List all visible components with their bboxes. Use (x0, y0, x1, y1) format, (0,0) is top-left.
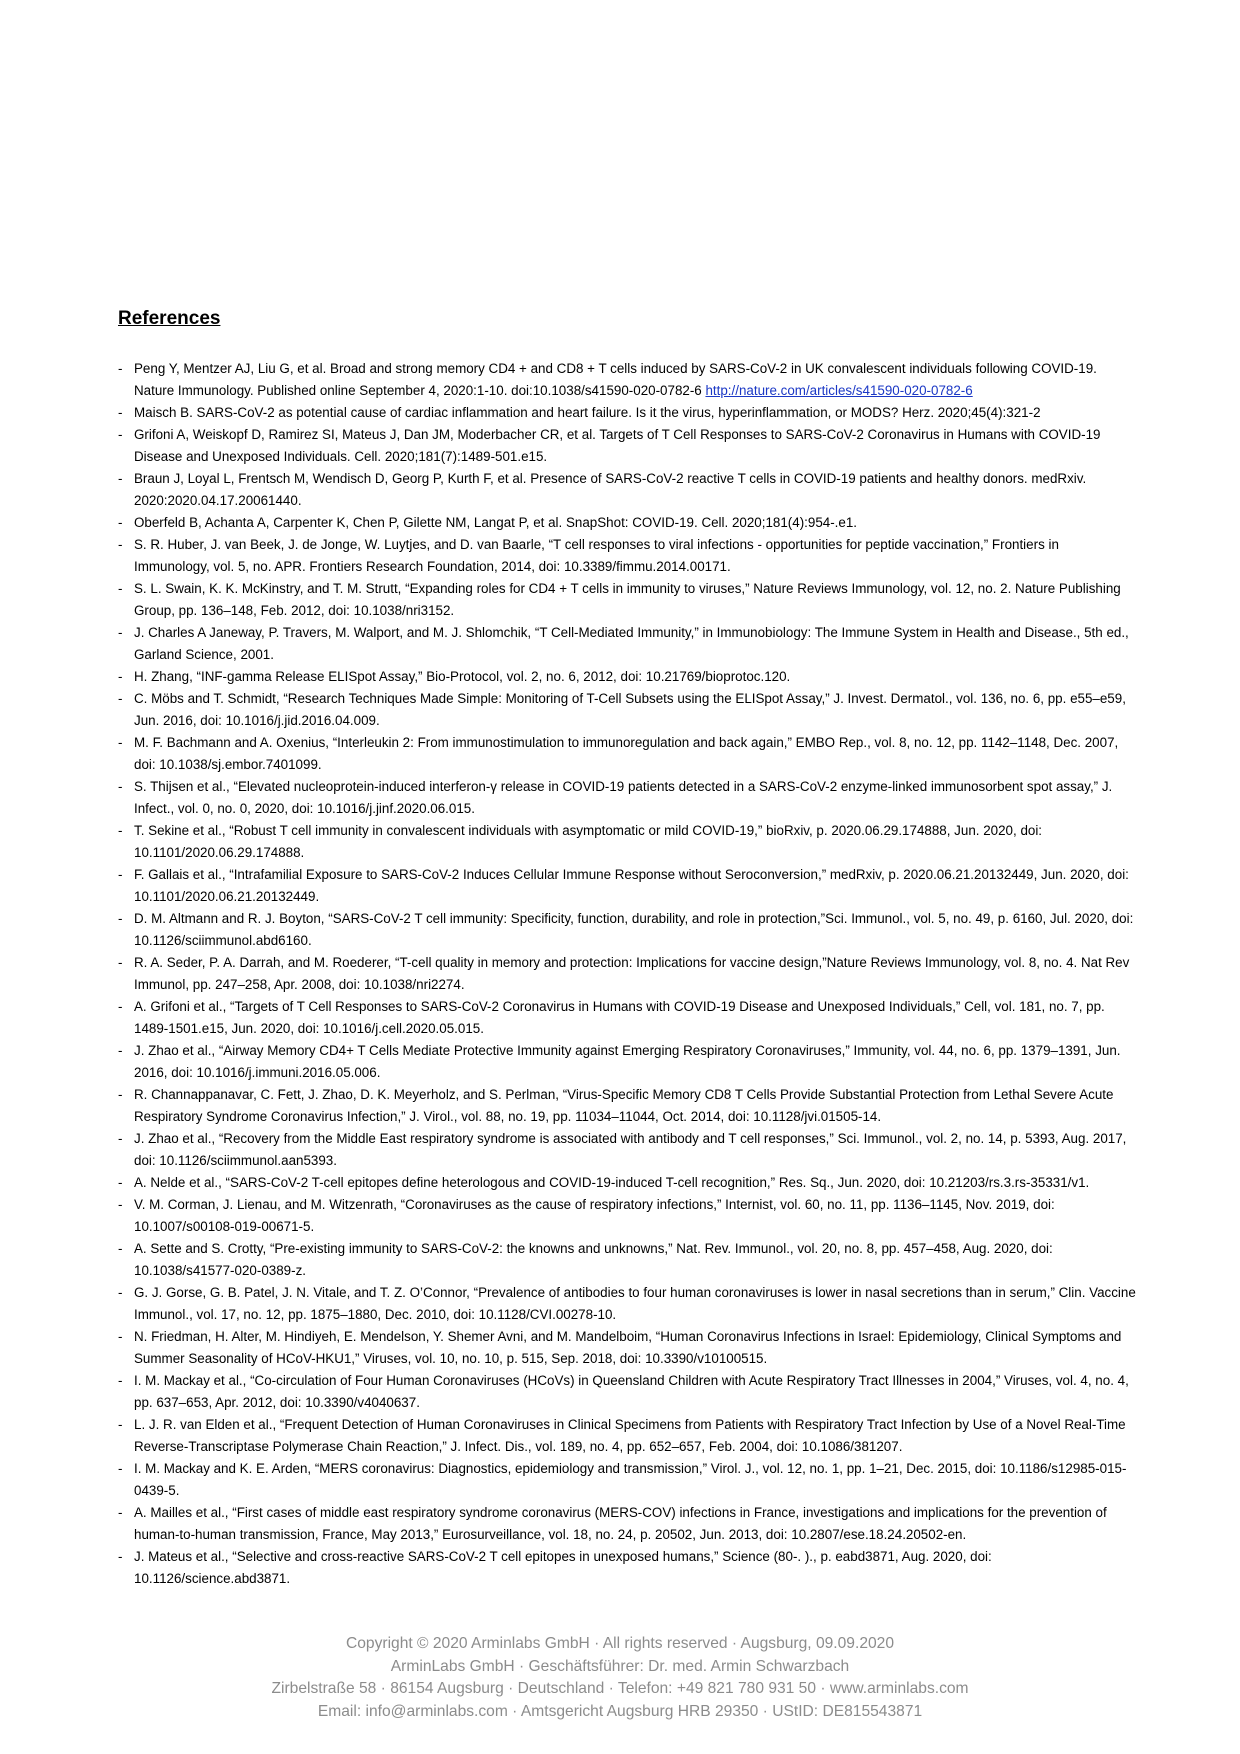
reference-text: S. R. Huber, J. van Beek, J. de Jonge, W. Luytjes, and D. van Baarle, “T cell responses to viral infections - opportunities for peptide vaccination,” Frontiers in Immunology, vol. 5, no. APR. Frontiers Research Foundation, 2014, doi: 10.3389/fimmu.2014.00171. (134, 537, 1059, 574)
reference-text: Grifoni A, Weiskopf D, Ramirez SI, Mateus J, Dan JM, Moderbacher CR, et al. Targets of T Cell Responses to SARS-CoV-2 Coronavirus in Humans with COVID-19 Disease and Unexposed Individuals. Cell. 2020;181(7):1489-501.e15. (134, 427, 1101, 464)
reference-text: R. Channappanavar, C. Fett, J. Zhao, D. K. Meyerholz, and S. Perlman, “Virus-Specific Memory CD8 T Cells Provide Substantial Protection from Lethal Severe Acute Respiratory Syndrome Coronavirus Infection,” J. Virol., vol. 88, no. 19, pp. 11034–11044, Oct. 2014, doi: 10.1128/jvi.01505-14. (134, 1087, 1114, 1124)
reference-text: S. L. Swain, K. K. McKinstry, and T. M. Strutt, “Expanding roles for CD4 + T cells in immunity to viruses,” Nature Reviews Immunology, vol. 12, no. 2. Nature Publishing Group, pp. 136–148, Feb. 2012, doi: 10.1038/nri3152. (134, 581, 1121, 618)
reference-item (118, 1414, 1138, 1458)
footer-address: Zirbelstraße 58 · 86154 Augsburg · Deutschland · Telefon: +49 821 780 931 50 · www.arminlabs.com (271, 1680, 969, 1697)
reference-text: D. M. Altmann and R. J. Boyton, “SARS-CoV-2 T cell immunity: Specificity, function, durability, and role in protection,”Sci. Immunol., vol. 5, no. 49, p. 6160, Jul. 2020, doi: 10.1126/sciimmunol.abd6160. (134, 911, 1134, 948)
reference-list (118, 358, 1138, 1590)
reference-text: A. Nelde et al., “SARS-CoV-2 T-cell epitopes define heterologous and COVID-19-induced T-cell recognition,” Res. Sq., Jun. 2020, doi: 10.21203/rs.3.rs-35331/v1. (134, 1175, 1090, 1190)
reference-item (118, 1194, 1138, 1238)
reference-text: Braun J, Loyal L, Frentsch M, Wendisch D, Georg P, Kurth F, et al. Presence of SARS-CoV-2 reactive T cells in COVID-19 patients and healthy donors. medRxiv. 2020:2020.04.17.20061440. (134, 471, 1087, 508)
reference-item (118, 776, 1138, 820)
references-heading: References (118, 308, 221, 329)
reference-text: G. J. Gorse, G. B. Patel, J. N. Vitale, and T. Z. O’Connor, “Prevalence of antibodies to four human coronaviruses is lower in nasal secretions than in serum,” Clin. Vaccine Immunol., vol. 17, no. 12, pp. 1875–1880, Dec. 2010, doi: 10.1128/CVI.00278-10. (134, 1285, 1136, 1322)
footer-company: ArminLabs GmbH · Geschäftsführer: Dr. med. Armin Schwarzbach (390, 1657, 850, 1675)
page-footer (0, 1633, 1240, 1723)
reference-text: J. Zhao et al., “Recovery from the Middle East respiratory syndrome is associated with antibody and T cell responses,” Sci. Immunol., vol. 2, no. 14, p. 5393, Aug. 2017, doi: 10.1126/sciimmunol.aan5393. (134, 1131, 1127, 1168)
reference-text: A. Sette and S. Crotty, “Pre-existing immunity to SARS-CoV-2: the knowns and unknowns,” Nat. Rev. Immunol., vol. 20, no. 8, pp. 457–458, Aug. 2020, doi: 10.1038/s41577-020-0389-z. (134, 1241, 1053, 1278)
reference-item (118, 358, 1138, 402)
reference-text: Maisch B. SARS-CoV-2 as potential cause of cardiac inflammation and heart failure. Is it the virus, hyperinflammation, or MODS? Herz. 2020;45(4):321-2 (134, 405, 1041, 420)
reference-text: J. Zhao et al., “Airway Memory CD4+ T Cells Mediate Protective Immunity against Emerging Respiratory Coronaviruses,” Immunity, vol. 44, no. 6, pp. 1379–1391, Jun. 2016, doi: 10.1016/j.immuni.2016.05.006. (134, 1043, 1121, 1080)
reference-item (118, 1084, 1138, 1128)
reference-text: J. Charles A Janeway, P. Travers, M. Walport, and M. J. Shlomchik, “T Cell-Mediated Immunity,” in Immunobiology: The Immune System in Health and Disease., 5th ed., Garland Science, 2001. (134, 625, 1129, 662)
reference-item (118, 864, 1138, 908)
footer-registration: Email: info@arminlabs.com · Amtsgericht Augsburg HRB 29350 · UStID: DE815543871 (317, 1702, 923, 1720)
reference-item (118, 1040, 1138, 1084)
reference-text: S. Thijsen et al., “Elevated nucleoprotein-induced interferon-γ release in COVID-19 patients detected in a SARS-CoV-2 enzyme-linked immunosorbent spot assay,” J. Infect., vol. 0, no. 0, 2020, doi: 10.1016/j.jinf.2020.06.015. (134, 779, 1113, 816)
reference-text: R. A. Seder, P. A. Darrah, and M. Roederer, “T-cell quality in memory and protection: Implications for vaccine design,”Nature Reviews Immunology, vol. 8, no. 4. Nat Rev Immunol, pp. 247–258, Apr. 2008, doi: 10.1038/nri2274. (134, 955, 1130, 992)
reference-link[interactable]: http://nature.com/articles/s41590-020-0782-6 (705, 383, 973, 398)
reference-text: C. Möbs and T. Schmidt, “Research Techniques Made Simple: Monitoring of T-Cell Subsets using the ELISpot Assay,” J. Invest. Dermatol., vol. 136, no. 6, pp. e55–e59, Jun. 2016, doi: 10.1016/j.jid.2016.04.009. (134, 691, 1126, 728)
reference-text: T. Sekine et al., “Robust T cell immunity in convalescent individuals with asymptomatic or mild COVID-19,” bioRxiv, p. 2020.06.29.174888, Jun. 2020, doi: 10.1101/2020.06.29.174888. (134, 823, 1043, 860)
reference-text: Peng Y, Mentzer AJ, Liu G, et al. Broad and strong memory CD4 + and CD8 + T cells induced by SARS-CoV-2 in UK convalescent individuals following COVID-19. Nature Immunology. Published online September 4, 2020:1-10. doi:10.1038/s41590-020-0782-6 (134, 361, 1097, 398)
reference-item (118, 622, 1138, 666)
reference-item (118, 1238, 1138, 1282)
footer-copyright: Copyright © 2020 Arminlabs GmbH · All rights reserved · Augsburg, 09.09.2020 (345, 1635, 895, 1652)
reference-item (118, 402, 1138, 424)
reference-item (118, 1502, 1138, 1546)
reference-item (118, 666, 1138, 688)
reference-text: J. Mateus et al., “Selective and cross-reactive SARS-CoV-2 T cell epitopes in unexposed humans,” Science (80-. )., p. eabd3871, Aug. 2020, doi: 10.1126/science.abd3871. (134, 1549, 992, 1586)
reference-text: M. F. Bachmann and A. Oxenius, “Interleukin 2: From immunostimulation to immunoregulation and back again,” EMBO Rep., vol. 8, no. 12, pp. 1142–1148, Dec. 2007, doi: 10.1038/sj.embor.7401099. (134, 735, 1119, 772)
reference-text: A. Grifoni et al., “Targets of T Cell Responses to SARS-CoV-2 Coronavirus in Humans with COVID-19 Disease and Unexposed Individuals,” Cell, vol. 181, no. 7, pp. 1489-1501.e15, Jun. 2020, doi: 10.1016/j.cell.2020.05.015. (134, 999, 1105, 1036)
reference-item (118, 1128, 1138, 1172)
reference-item (118, 996, 1138, 1040)
reference-text: N. Friedman, H. Alter, M. Hindiyeh, E. Mendelson, Y. Shemer Avni, and M. Mandelboim, “Human Coronavirus Infections in Israel: Epidemiology, Clinical Symptoms and Summer Seasonality of HCoV-HKU1,” Viruses, vol. 10, no. 10, p. 515, Sep. 2018, doi: 10.3390/v10100515. (134, 1329, 1122, 1366)
reference-item (118, 512, 1138, 534)
reference-item (118, 1546, 1138, 1590)
reference-item (118, 468, 1138, 512)
reference-item (118, 820, 1138, 864)
reference-item (118, 1370, 1138, 1414)
reference-text: L. J. R. van Elden et al., “Frequent Detection of Human Coronaviruses in Clinical Specimens from Patients with Respiratory Tract Infection by Use of a Novel Real-Time Reverse-Transcriptase Polymerase Chain Reaction,” J. Infect. Dis., vol. 189, no. 4, pp. 652–657, Feb. 2004, doi: 10.1086/381207. (134, 1417, 1126, 1454)
reference-item (118, 1326, 1138, 1370)
reference-item (118, 1282, 1138, 1326)
reference-item (118, 1458, 1138, 1502)
reference-item (118, 424, 1138, 468)
reference-item (118, 578, 1138, 622)
reference-text: I. M. Mackay et al., “Co-circulation of Four Human Coronaviruses (HCoVs) in Queensland Children with Acute Respiratory Tract Illnesses in 2004,” Viruses, vol. 4, no. 4, pp. 637–653, Apr. 2012, doi: 10.3390/v4040637. (134, 1373, 1129, 1410)
reference-text: F. Gallais et al., “Intrafamilial Exposure to SARS-CoV-2 Induces Cellular Immune Response without Seroconversion,” medRxiv, p. 2020.06.21.20132449, Jun. 2020, doi: 10.1101/2020.06.21.20132449. (134, 867, 1129, 904)
reference-item (118, 952, 1138, 996)
reference-item (118, 1172, 1138, 1194)
reference-item (118, 732, 1138, 776)
reference-text: V. M. Corman, J. Lienau, and M. Witzenrath, “Coronaviruses as the cause of respiratory infections,” Internist, vol. 60, no. 11, pp. 1136–1145, Nov. 2019, doi: 10.1007/s00108-019-00671-5. (134, 1197, 1055, 1234)
reference-item (118, 688, 1138, 732)
reference-text: Oberfeld B, Achanta A, Carpenter K, Chen P, Gilette NM, Langat P, et al. SnapShot: COVID-19. Cell. 2020;181(4):954-.e1. (134, 515, 858, 530)
reference-item (118, 908, 1138, 952)
reference-text: A. Mailles et al., “First cases of middle east respiratory syndrome coronavirus (MERS-COV) infections in France, investigations and implications for the prevention of human-to-human transmission, France, May 2013,” Eurosurveillance, vol. 18, no. 24, p. 20502, Jun. 2013, doi: 10.2807/ese.18.24.20502-en. (134, 1505, 1107, 1542)
reference-text: H. Zhang, “INF-gamma Release ELISpot Assay,” Bio-Protocol, vol. 2, no. 6, 2012, doi: 10.21769/bioprotoc.120. (134, 669, 791, 684)
reference-item (118, 534, 1138, 578)
reference-text: I. M. Mackay and K. E. Arden, “MERS coronavirus: Diagnostics, epidemiology and transmission,” Virol. J., vol. 12, no. 1, pp. 1–21, Dec. 2015, doi: 10.1186/s12985-015-0439-5. (134, 1461, 1127, 1498)
